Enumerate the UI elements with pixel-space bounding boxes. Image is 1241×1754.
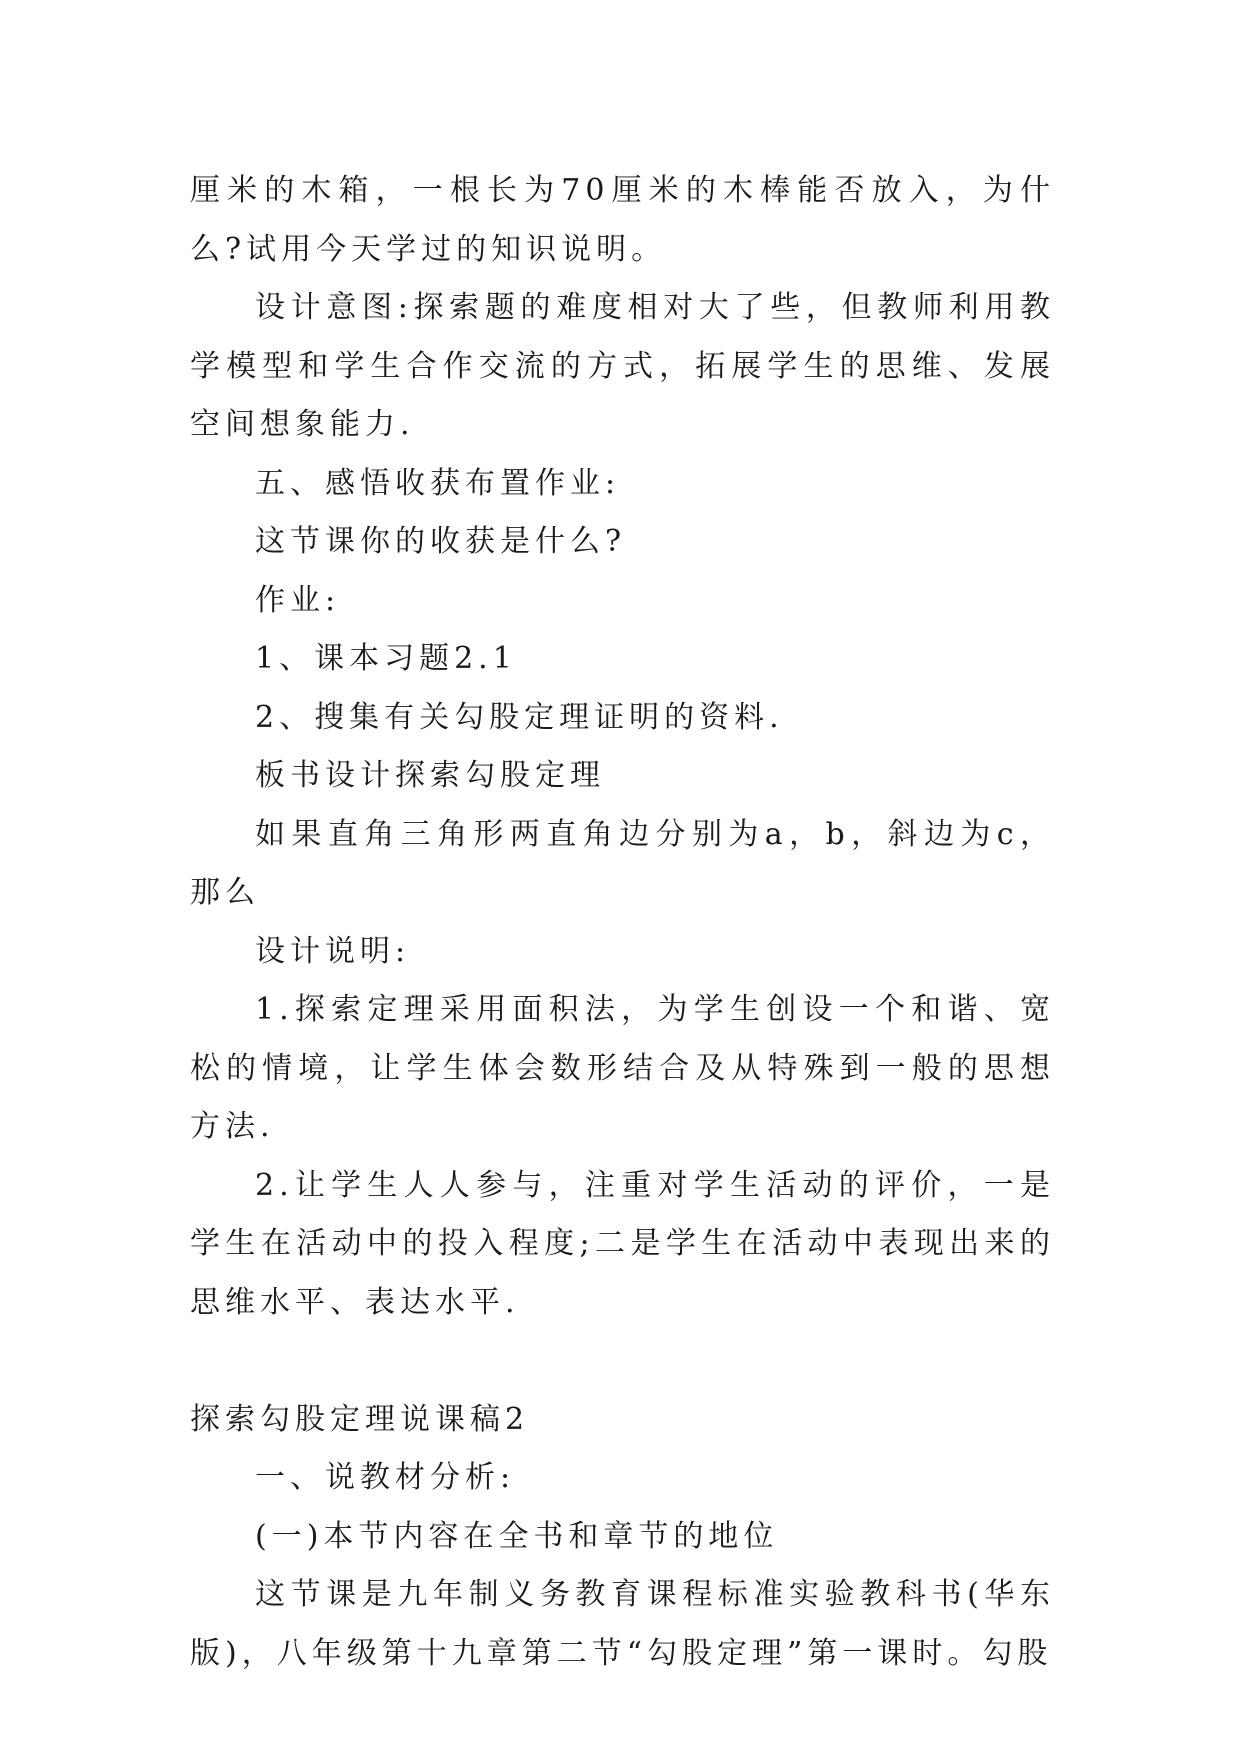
paragraph-design-intent: 设计意图:探索题的难度相对大了些，但教师利用教学模型和学生合作交流的方式，拓展学生的思维、发展空间想象能力. <box>190 290 1055 442</box>
paragraph-theorem-statement: 如果直角三角形两直角边分别为a，b，斜边为c，那么 <box>190 816 1055 910</box>
section-heading-five: 五、感悟收获布置作业: <box>255 465 621 501</box>
paragraph-homework-label: 作业: <box>255 582 341 618</box>
list-item-homework-1: 1、课本习题2.1 <box>255 641 517 676</box>
paragraph-question: 这节课你的收获是什么? <box>255 524 627 559</box>
section-spacer <box>190 1332 1055 1391</box>
list-item-design-note-2: 2.让学生人人参与，注重对学生活动的评价，一是学生在活动中的投入程度;二是学生在活动中表现出来的思维水平、表达水平. <box>190 1167 1055 1320</box>
paragraph-textbook-position: 这节课是九年制义务教育课程标准实验教科书(华东版)，八年级第十九章第二节“勾股定理”第一课时。勾股 <box>190 1577 1055 1671</box>
section-title: 探索勾股定理说课稿2 <box>190 1401 530 1437</box>
paragraph-board-design: 板书设计探索勾股定理 <box>255 758 605 793</box>
paragraph-continuation: 厘米的木箱，一根长为70厘米的木棒能否放入，为什么?试用今天学过的知识说明。 <box>190 173 1055 267</box>
paragraph-design-notes-label: 设计说明: <box>255 933 411 969</box>
section-heading-one: 一、说教材分析: <box>255 1460 516 1495</box>
document-body <box>190 162 1055 1683</box>
list-item-design-note-1: 1.探索定理采用面积法，为学生创设一个和谐、宽松的情境，让学生体会数形结合及从特殊到一般的思想方法. <box>190 992 1055 1144</box>
subsection-heading: (一)本节内容在全书和章节的地位 <box>255 1518 779 1554</box>
list-item-homework-2: 2、搜集有关勾股定理证明的资料. <box>255 699 784 735</box>
